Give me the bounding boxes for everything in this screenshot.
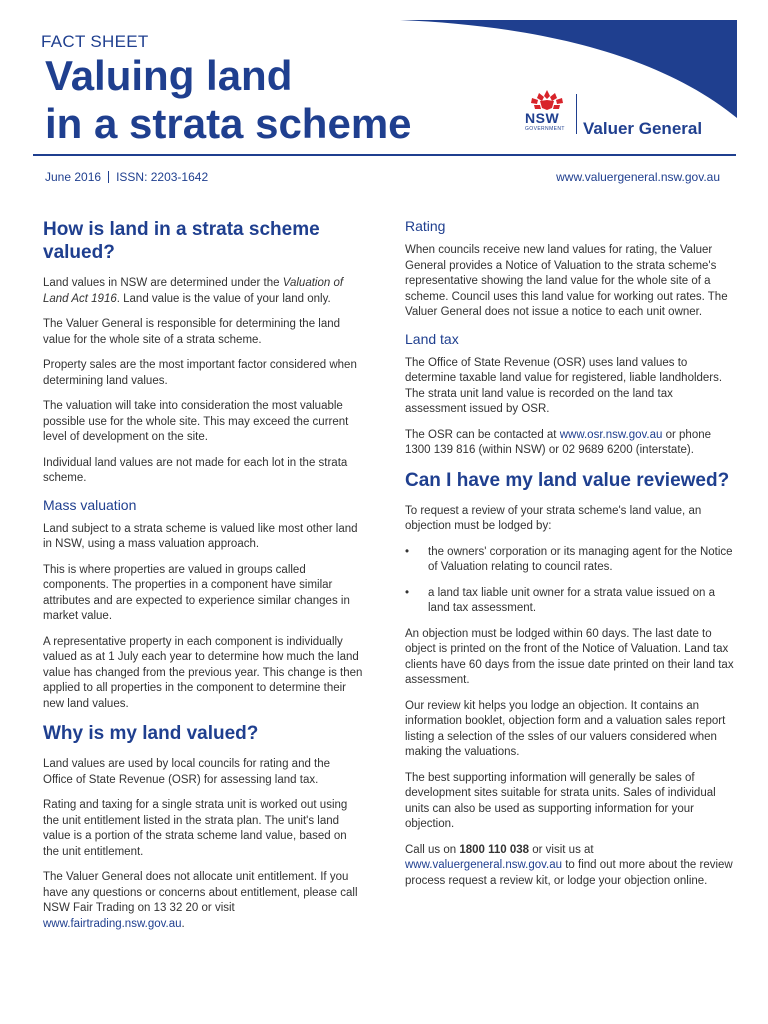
list-item: • a land tax liable unit owner for a strata value issued on a land tax assessment. [405, 586, 716, 614]
website-link-header[interactable]: www.valuergeneral.nsw.gov.au [556, 170, 720, 184]
paragraph: To request a review of your strata scheme's land value, an objection must be lodged by: [405, 504, 702, 532]
phone-number: 1800 110 038 [459, 843, 530, 856]
right-column [405, 218, 735, 899]
nsw-wordmark: NSW [525, 110, 560, 126]
subheading-land-tax: Land tax [405, 330, 459, 347]
page-title [45, 52, 412, 148]
paragraph: An objection must be lodged within 60 days. The last date to object is printed on the front of the Notice of Valuation. Land tax clients have 60 days from the issue date printed on their land tax assessment. [405, 627, 734, 686]
paragraph: The Valuer General does not allocate unit entitlement. If you have any questions or concerns about entitlement, please call NSW Fair Trading on 13 32 20 or visit www.fairtrading.nsw.gov.au. [43, 871, 358, 930]
fair-trading-link[interactable]: www.fairtrading.nsw.gov.au [43, 917, 182, 930]
paragraph: The OSR can be contacted at www.osr.nsw.gov.au or phone 1300 139 816 (within NSW) or 02 9689 6200 (interstate). [405, 428, 712, 456]
header-rule [33, 154, 736, 156]
logo-divider [576, 94, 577, 134]
section-heading-why-valued: Why is my land valued? [43, 723, 259, 744]
page-title-line-1: Valuing land [45, 52, 293, 99]
paragraph: The best supporting information will generally be sales of development sites suitable for strata units. Sales of individual units can also be used as supporting information for your objection. [405, 771, 716, 830]
page-title-line-2: in a strata scheme [45, 100, 412, 147]
nsw-valuer-general-logo [522, 88, 722, 138]
osr-link[interactable]: www.osr.nsw.gov.au [559, 428, 663, 441]
paragraph: A representative property in each component is individually valued as at 1 July each year to determine how much the land value has changed from the previous year. This change is then applied to all properties in the component to determine their new land values. [43, 635, 363, 710]
paragraph: The Office of State Revenue (OSR) uses land values to determine taxable land value for registered, liable landholders. The strata unit land value is recorded on the land tax assessment issued by OSR. [405, 356, 723, 415]
section-heading-how-valued: How is land in a strata scheme valued? [43, 219, 320, 263]
left-column [43, 218, 363, 942]
paragraph: Our review kit helps you lodge an objection. It contains an information booklet, objection form and a valuation sales report listing a selection of the ssles of our valuers considered when making the valuations. [405, 699, 726, 758]
objection-parties-list [405, 545, 735, 617]
paragraph: When councils receive new land values for rating, the Valuer General provides a Notice of Valuation to the strata scheme's representative showing the land value for the whole site of a scheme. Council uses this land value for working out rates. The Valuer General does not issue a notice to each unit owner. [405, 244, 728, 318]
paragraph: The Valuer General is responsible for determining the land value for the whole site of a strata scheme. [43, 318, 341, 346]
publication-meta [45, 170, 208, 184]
bullet-icon: • [405, 545, 410, 558]
paragraph: Property sales are the most important factor considered when determining land values. [43, 359, 357, 387]
act-name: Valuation of Land Act 1916 [43, 277, 344, 305]
valuer-general-link[interactable]: www.valuergeneral.nsw.gov.au [405, 859, 563, 871]
issn-number: ISSN: 2203-1642 [116, 170, 209, 184]
publication-date: June 2016 [45, 170, 102, 184]
paragraph: Call us on 1800 110 038 or visit us at www.valuergeneral.nsw.gov.au to find out more about the review process request a review kit, or lodge your objection online. [405, 843, 733, 887]
government-wordmark: GOVERNMENT [525, 126, 565, 132]
subheading-mass-valuation: Mass valuation [43, 496, 137, 513]
paragraph: Rating and taxing for a single strata unit is worked out using the unit entitlement listed in the strata plan. The unit's land value is a portion of the strata scheme land value, based on the unit entitlement. [43, 799, 348, 858]
agency-name: Valuer General [583, 119, 703, 138]
paragraph: Individual land values are not made for each lot in the strata scheme. [43, 456, 348, 484]
subheading-rating: Rating [405, 218, 446, 234]
waratah-icon [522, 88, 572, 112]
paragraph: Land values are used by local councils for rating and the Office of State Revenue (OSR) for assessing land tax. [43, 758, 331, 786]
meta-divider [108, 171, 109, 183]
paragraph: Land subject to a strata scheme is valued like most other land in NSW, using a mass valuation approach. [43, 522, 358, 550]
paragraph: This is where properties are valued in groups called components. The properties in a component have similar attributes and are expected to experience similar changes in market value. [43, 563, 350, 622]
bullet-icon: • [405, 586, 410, 599]
fact-sheet-label: FACT SHEET [41, 32, 149, 51]
list-item: • the owners' corporation or its managing agent for the Notice of Valuation relating to council rates. [405, 545, 733, 573]
paragraph: Land values in NSW are determined under the Valuation of Land Act 1916. Land value is the value of your land only. [43, 277, 344, 305]
section-heading-review: Can I have my land value reviewed? [405, 469, 730, 491]
paragraph: The valuation will take into consideration the most valuable possible use for the whole site. This may exceed the current level of development on the site. [43, 400, 349, 443]
